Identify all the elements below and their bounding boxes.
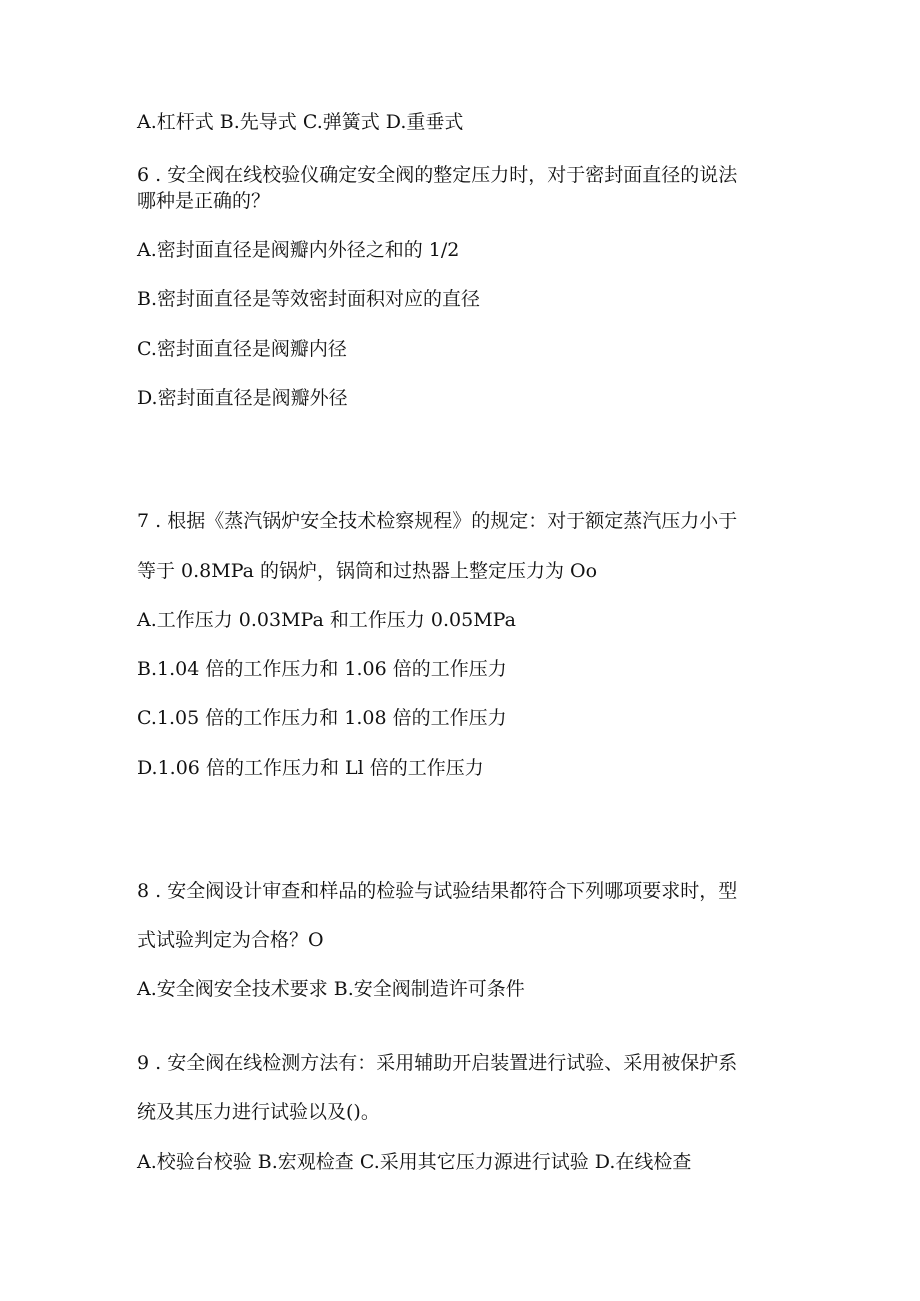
q5-options: A.杠杆式 B.先导式 C.弹簧式 D.重垂式: [137, 111, 464, 133]
q6-question-line-1: 6 . 安全阀在线校验仪确定安全阀的整定压力时，对于密封面直径的说法: [137, 164, 738, 186]
q9-options: A.校验台校验 B.宏观检查 C.采用其它压力源进行试验 D.在线检查: [137, 1151, 692, 1173]
q7-option-a: A.工作压力 0.03MPa 和工作压力 0.05MPa: [137, 609, 516, 631]
q9-question-line-1: 9 . 安全阀在线检测方法有：采用辅助开启装置进行试验、采用被保护系: [137, 1052, 738, 1074]
q6-question-line-2: 哪种是正确的？: [137, 190, 271, 212]
q6-option-a: A.密封面直径是阀瓣内外径之和的 1/2: [137, 239, 460, 261]
q8-question-line-1: 8 . 安全阀设计审查和样品的检验与试验结果都符合下列哪项要求时，型: [137, 880, 738, 902]
q7-option-d: D.1.06 倍的工作压力和 Ll 倍的工作压力: [137, 757, 484, 779]
q6-option-b: B.密封面直径是等效密封面积对应的直径: [137, 288, 481, 310]
q9-question-line-2: 统及其压力进行试验以及()。: [137, 1101, 380, 1123]
q8-question-line-2: 式试验判定为合格？O: [137, 929, 324, 951]
q6-option-c: C.密封面直径是阀瓣内径: [137, 338, 347, 360]
q7-question-line-1: 7 . 根据《蒸汽锅炉安全技术检察规程》的规定：对于额定蒸汽压力小于: [137, 510, 738, 532]
q7-option-b: B.1.04 倍的工作压力和 1.06 倍的工作压力: [137, 658, 507, 680]
q6-option-d: D.密封面直径是阀瓣外径: [137, 387, 348, 409]
q7-option-c: C.1.05 倍的工作压力和 1.08 倍的工作压力: [137, 707, 507, 729]
q8-options: A.安全阀安全技术要求 B.安全阀制造许可条件: [137, 978, 525, 1000]
q7-question-line-2: 等于 0.8MPa 的锅炉，锅筒和过热器上整定压力为 Oo: [137, 560, 598, 582]
